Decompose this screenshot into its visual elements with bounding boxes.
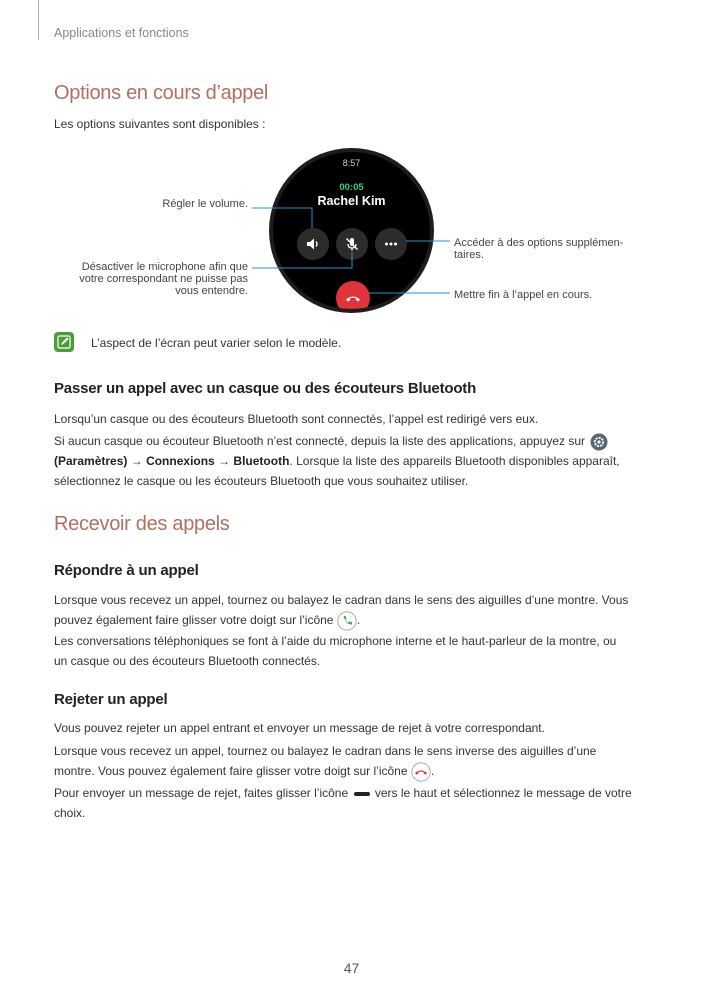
callout-volume: Régler le volume. <box>162 198 248 210</box>
handle-icon <box>354 792 370 796</box>
settings-label: (Paramètres) <box>54 454 128 468</box>
options-intro: Les options suivantes sont disponibles : <box>54 117 266 131</box>
reject-text: . <box>430 764 435 778</box>
callout-mute <box>60 261 248 297</box>
callout-mute-line: vous entendre. <box>175 285 248 297</box>
settings-icon <box>590 433 608 451</box>
answer-text: . <box>356 613 361 627</box>
options-title: Options en cours d’appel <box>54 82 269 104</box>
callout-more-line: taires. <box>454 249 484 261</box>
reject-paragraph-1: Vous pouvez rejeter un appel entrant et envoyer un message de rejet à votre correspondant. <box>54 721 545 735</box>
callout-mute-line: Désactiver le microphone afin que <box>81 261 248 273</box>
accept-call-icon <box>337 611 357 631</box>
path-arrow: → <box>130 454 143 468</box>
reject-call-icon <box>411 762 431 782</box>
answer-text: Les conversations téléphoniques se font à l’aide du microphone interne et le haut-parleur de la montre, ou <box>54 634 617 648</box>
answer-paragraph-2 <box>54 631 654 671</box>
bluetooth-paragraph-1: Lorsqu’un casque ou des écouteurs Bluetooth sont connectés, l’appel est redirigé vers eux. <box>54 412 539 426</box>
receive-title: Recevoir des appels <box>54 513 230 535</box>
bluetooth-text: Si aucun casque ou écouteur Bluetooth n’est connecté, depuis la liste des applications, appuyez sur <box>54 434 586 448</box>
reject-text: choix. <box>54 806 86 820</box>
path-arrow: → <box>218 454 231 468</box>
reject-title: Rejeter un appel <box>54 691 168 708</box>
callout-end: Mettre fin à l’appel en cours. <box>454 289 593 301</box>
watch-time: 8:57 <box>342 158 361 168</box>
connections-label: Connexions <box>146 454 215 468</box>
answer-text: pouvez également faire glisser votre doigt sur l’icône <box>54 613 334 627</box>
page-number: 47 <box>343 960 360 976</box>
reject-text: montre. Vous pouvez également faire glisser votre doigt sur l’icône <box>54 764 408 778</box>
bluetooth-title: Passer un appel avec un casque ou des écouteurs Bluetooth <box>54 380 477 397</box>
caller-name: Rachel Kim <box>317 194 386 208</box>
reject-text: vers le haut et sélectionnez le message de votre <box>374 786 632 800</box>
bluetooth-label: Bluetooth <box>233 454 290 468</box>
answer-text: un casque ou des écouteurs Bluetooth connectés. <box>54 654 321 668</box>
callout-more-line: Accéder à des options supplémen- <box>454 237 624 249</box>
reject-text: Lorsque vous recevez un appel, tournez ou balayez le cadran dans le sens inverse des aiguilles d’une <box>54 744 597 758</box>
note-icon <box>54 332 74 352</box>
reject-paragraph-2 <box>54 741 654 782</box>
bluetooth-text: sélectionnez le casque ou les écouteurs Bluetooth que vous souhaitez utiliser. <box>54 474 469 488</box>
answer-paragraph-1 <box>54 590 654 631</box>
callout-more <box>454 237 654 261</box>
reject-paragraph-3 <box>54 783 654 823</box>
answer-text: Lorsque vous recevez un appel, tournez ou balayez le cadran dans le sens des aiguilles d’une montre. Vous <box>54 593 629 607</box>
section-header: Applications et fonctions <box>54 26 189 40</box>
note-text: L’aspect de l’écran peut varier selon le modèle. <box>91 336 342 350</box>
reject-text: Pour envoyer un message de rejet, faites glisser l’icône <box>54 786 349 800</box>
bluetooth-paragraph-2 <box>54 431 654 491</box>
answer-title: Répondre à un appel <box>54 562 199 579</box>
bluetooth-text: . Lorsque la liste des appareils Bluetooth disponibles apparaît, <box>289 454 620 468</box>
callout-mute-line: votre correspondant ne puisse pas <box>79 273 248 285</box>
call-duration: 00:05 <box>339 182 364 193</box>
